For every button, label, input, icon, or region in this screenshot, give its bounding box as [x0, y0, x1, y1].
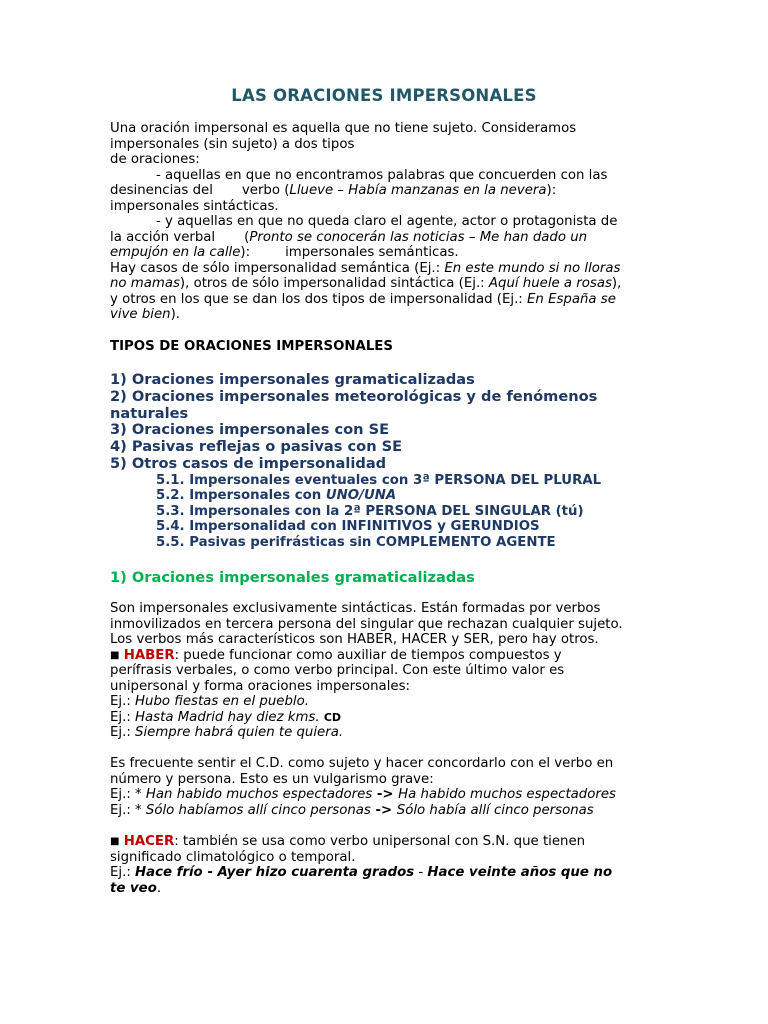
- text-line: significado climatológico o temporal.: [110, 849, 356, 865]
- example-line: Ej.: Hubo fiestas en el pueblo.: [110, 694, 309, 709]
- text-line: y otros en los que se dan los dos tipos de impersonalidad (Ej.: En España se: [110, 291, 616, 307]
- example-line: Ej.: Hace frío - Ayer hizo cuarenta grados - Hace veinte años que no: [110, 865, 613, 880]
- text-line: inmovilizados en tercera persona del singular que rechazan cualquier sujeto.: [110, 616, 623, 632]
- bullet-icon: ■: [110, 836, 120, 847]
- section-body: [110, 601, 623, 741]
- text-line: número y persona. Esto es un vulgarismo grave:: [110, 771, 434, 787]
- toc-item: 4) Pasivas reflejas o pasivas con SE: [110, 438, 403, 456]
- text-line: impersonales (sin sujeto) a dos tipos: [110, 136, 355, 152]
- text-line: Hay casos de sólo impersonalidad semántica (Ej.: En este mundo si no lloras: [110, 260, 621, 276]
- hacer-paragraph: [110, 834, 612, 896]
- text-line: ■ HABER: puede funcionar como auxiliar de tiempos compuestos y: [110, 647, 562, 663]
- text-line: empujón en la calle): impersonales semánticas.: [110, 245, 459, 260]
- toc-item: 2) Oraciones impersonales meteorológicas y de fenómenos: [110, 387, 598, 405]
- toc-item: 1) Oraciones impersonales gramaticalizadas: [110, 371, 475, 388]
- bullet-icon: ■: [110, 649, 120, 661]
- text-line: de oraciones:: [110, 152, 200, 167]
- text-line: - y aquellas en que no queda claro el agente, actor o protagonista de: [156, 214, 618, 229]
- text-line: Una oración impersonal es aquella que no tiene sujeto. Consideramos: [110, 121, 577, 136]
- text-line: no mamas), otros de sólo impersonalidad sintáctica (Ej.: Aquí huele a rosas),: [110, 276, 622, 291]
- toc-item: naturales: [110, 404, 189, 422]
- page-title: LAS ORACIONES IMPERSONALES: [231, 86, 537, 105]
- text-line: Los verbos más característicos son HABER, HACER y SER, pero hay otros.: [110, 632, 599, 647]
- intro-paragraph: [110, 121, 621, 323]
- toc-subitem: 5.3. Impersonales con la 2ª PERSONA DEL SINGULAR (tú): [156, 503, 584, 519]
- toc-item: 3) Oraciones impersonales con SE: [110, 421, 390, 439]
- text-line: desinencias del verbo (Llueve – Había manzanas en la nevera):: [110, 183, 557, 198]
- toc-item: 5) Otros casos de impersonalidad: [110, 454, 387, 472]
- example-line: Ej.: * Han habido muchos espectadores -> Ha habido muchos espectadores: [110, 787, 616, 802]
- text-line: unipersonal y forma oraciones impersonales:: [110, 678, 410, 694]
- toc-subitem: 5.4. Impersonalidad con INFINITIVOS y GERUNDIOS: [156, 519, 540, 535]
- toc-subitem: 5.2. Impersonales con UNO/UNA: [156, 488, 397, 504]
- toc-subitem: 5.5. Pasivas perifrásticas sin COMPLEMENTO AGENTE: [156, 534, 556, 550]
- types-heading: TIPOS DE ORACIONES IMPERSONALES: [110, 339, 393, 354]
- example-line: Ej.: Siempre habrá quien te quiera.: [110, 725, 344, 740]
- example-line: Ej.: Hasta Madrid hay diez kms. CD: [110, 709, 342, 725]
- vulgarism-paragraph: [110, 756, 616, 818]
- example-line: Ej.: * Sólo habíamos allí cinco personas -> Sólo había allí cinco personas: [110, 802, 594, 818]
- section-heading: 1) Oraciones impersonales gramaticalizadas: [110, 569, 475, 586]
- text-line: vive bien).: [110, 307, 181, 322]
- text-line: perífrasis verbales, o como verbo principal. Con este último valor es: [110, 663, 565, 678]
- text-line: ■ HACER: también se usa como verbo unipersonal con S.N. que tienen: [110, 834, 586, 849]
- example-line: te veo.: [110, 880, 162, 896]
- text-line: - aquellas en que no encontramos palabras que concuerden con las: [156, 167, 608, 183]
- text-line: impersonales sintácticas.: [110, 198, 279, 214]
- text-line: Son impersonales exclusivamente sintácticas. Están formadas por verbos: [110, 601, 601, 616]
- table-of-contents: [110, 372, 601, 550]
- text-line: la acción verbal (Pronto se conocerán las noticias – Me han dado un: [110, 229, 588, 245]
- text-line: Es frecuente sentir el C.D. como sujeto y hacer concordarlo con el verbo en: [110, 756, 614, 771]
- toc-subitem: 5.1. Impersonales eventuales con 3ª PERSONA DEL PLURAL: [156, 472, 602, 488]
